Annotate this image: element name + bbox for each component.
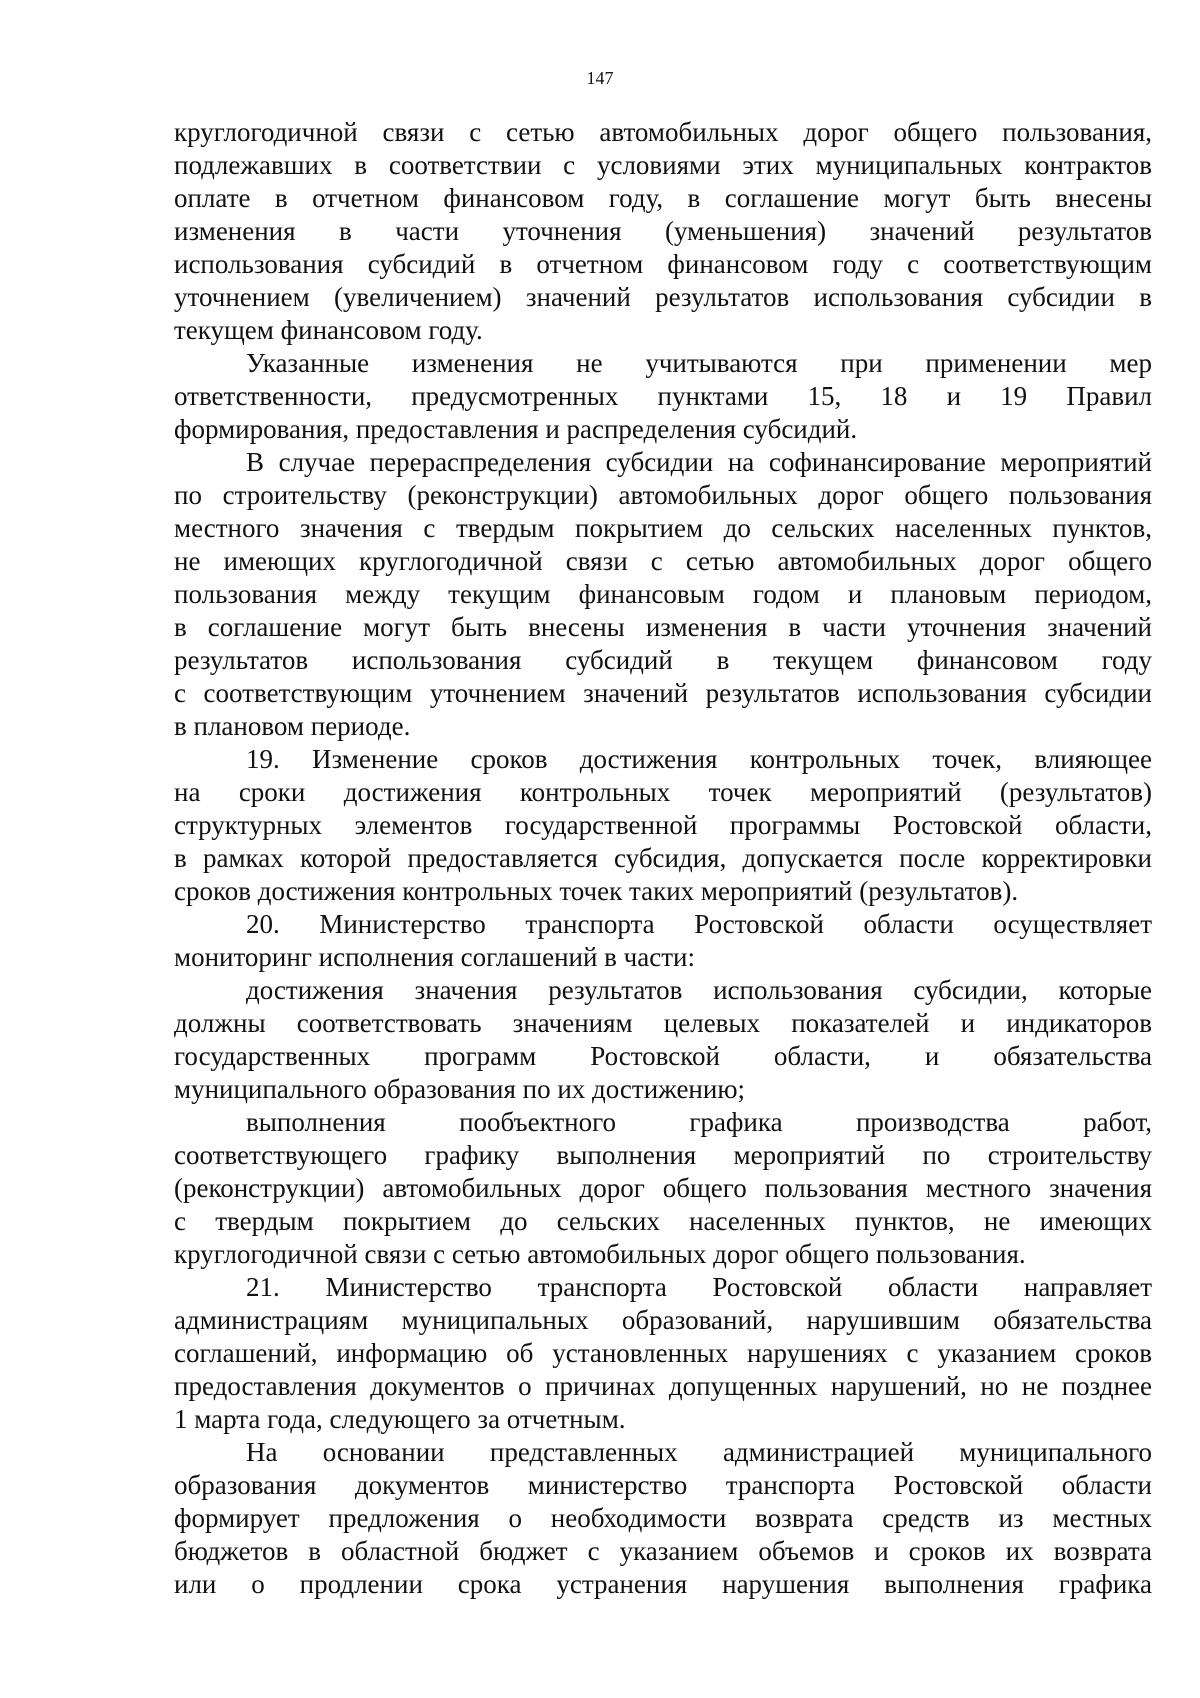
text-line: формирует предложения о необходимости возврата средств из местных — [174, 1503, 1152, 1533]
text-line: соответствующего графику выполнения мероприятий по строительству — [174, 1140, 1152, 1170]
paragraph — [174, 908, 1152, 974]
text-line: в соглашение могут быть внесены изменения в части уточнения значений — [174, 612, 1152, 642]
text-line: структурных элементов государственной программы Ростовской области, — [174, 810, 1152, 840]
text-line: государственных программ Ростовской области, и обязательства — [174, 1041, 1152, 1071]
paragraph — [174, 347, 1152, 446]
text-line: соглашений, информацию об установленных нарушениях с указанием сроков — [174, 1338, 1152, 1368]
text-line: муниципального образования по их достижению; — [174, 1074, 746, 1104]
paragraph — [174, 1436, 1152, 1601]
text-line: круглогодичной связи с сетью автомобильных дорог общего пользования, — [174, 117, 1152, 147]
paragraph — [174, 1106, 1152, 1271]
text-line: 19. Изменение сроков достижения контрольных точек, влияющее — [246, 744, 1152, 774]
text-line: уточнением (увеличением) значений результатов использования субсидии в — [174, 282, 1152, 312]
text-line: круглогодичной связи с сетью автомобильных дорог общего пользования. — [174, 1239, 1026, 1269]
text-line: или о продлении срока устранения нарушения выполнения графика — [174, 1569, 1152, 1599]
text-line: ответственности, предусмотренных пунктами 15, 18 и 19 Правил — [174, 381, 1152, 411]
text-line: сроков достижения контрольных точек таких мероприятий (результатов). — [174, 876, 1019, 906]
text-line: не имеющих круглогодичной связи с сетью автомобильных дорог общего — [174, 546, 1152, 576]
text-line: бюджетов в областной бюджет с указанием объемов и сроков их возврата — [174, 1536, 1152, 1566]
text-line: результатов использования субсидий в текущем финансовом году — [174, 645, 1152, 675]
paragraph — [174, 1271, 1152, 1436]
paragraph — [174, 116, 1152, 347]
text-line: в плановом периоде. — [174, 711, 411, 741]
text-line: с соответствующим уточнением значений результатов использования субсидии — [174, 678, 1152, 708]
text-line: с твердым покрытием до сельских населенных пунктов, не имеющих — [174, 1206, 1152, 1236]
text-line: предоставления документов о причинах допущенных нарушений, но не позднее — [174, 1371, 1152, 1401]
text-line: по строительству (реконструкции) автомобильных дорог общего пользования — [174, 480, 1152, 510]
text-line: пользования между текущим финансовым годом и плановым периодом, — [174, 579, 1152, 609]
text-line: местного значения с твердым покрытием до сельских населенных пунктов, — [174, 513, 1152, 543]
text-line: оплате в отчетном финансовом году, в соглашение могут быть внесены — [174, 183, 1152, 213]
page-number: 147 — [586, 68, 614, 88]
paragraph — [174, 974, 1152, 1106]
text-line: должны соответствовать значениям целевых показателей и индикаторов — [174, 1008, 1152, 1038]
text-line: 1 марта года, следующего за отчетным. — [174, 1404, 626, 1434]
paragraph — [174, 446, 1152, 743]
text-line: использования субсидий в отчетном финансовом году с соответствующим — [174, 249, 1152, 279]
text-line: В случае перераспределения субсидии на софинансирование мероприятий — [246, 447, 1152, 477]
text-line: текущем финансовом году. — [174, 315, 483, 345]
text-line: подлежавших в соответствии с условиями этих муниципальных контрактов — [174, 150, 1152, 180]
text-line: (реконструкции) автомобильных дорог общего пользования местного значения — [174, 1173, 1152, 1203]
text-line: образования документов министерство транспорта Ростовской области — [174, 1470, 1152, 1500]
document-body — [174, 116, 1152, 1601]
paragraph — [174, 743, 1152, 908]
text-line: мониторинг исполнения соглашений в части: — [174, 942, 695, 972]
text-line: выполнения пообъектного графика производства работ, — [246, 1107, 1152, 1137]
text-line: На основании представленных администрацией муниципального — [246, 1437, 1152, 1467]
text-line: на сроки достижения контрольных точек мероприятий (результатов) — [174, 777, 1152, 807]
text-line: достижения значения результатов использования субсидии, которые — [246, 975, 1152, 1005]
text-line: Указанные изменения не учитываются при применении мер — [246, 348, 1152, 378]
text-line: изменения в части уточнения (уменьшения) значений результатов — [174, 216, 1152, 246]
text-line: администрациям муниципальных образований, нарушившим обязательства — [174, 1305, 1152, 1335]
text-line: 20. Министерство транспорта Ростовской области осуществляет — [246, 909, 1152, 939]
text-line: в рамках которой предоставляется субсидия, допускается после корректировки — [174, 843, 1152, 873]
text-line: 21. Министерство транспорта Ростовской области направляет — [246, 1272, 1152, 1302]
text-line: формирования, предоставления и распределения субсидий. — [174, 414, 858, 444]
